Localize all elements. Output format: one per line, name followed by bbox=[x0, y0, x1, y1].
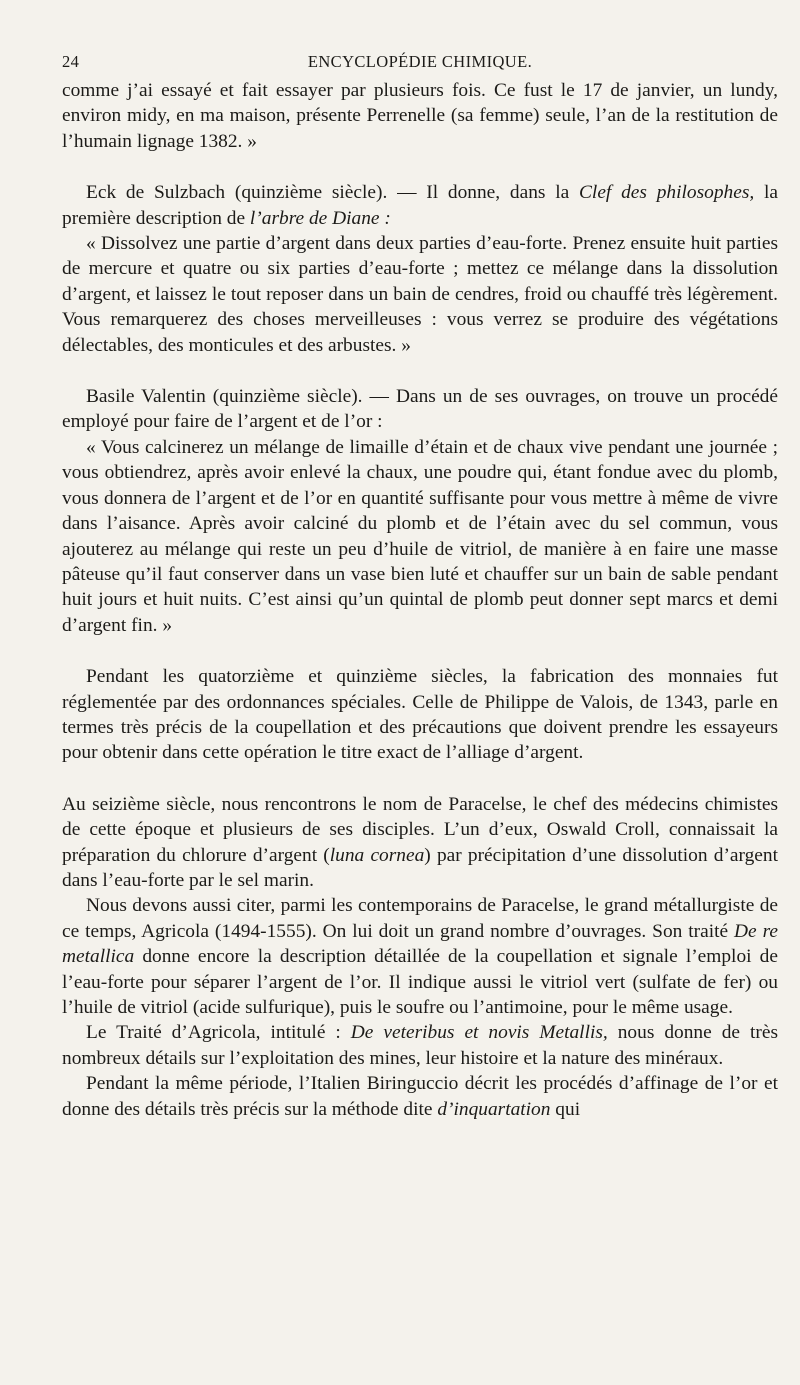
paragraph-monnaies bbox=[62, 664, 778, 766]
italic-text-segment: d’inquartation bbox=[437, 1098, 551, 1120]
running-head bbox=[62, 52, 778, 78]
quote-basile-valentin bbox=[62, 435, 778, 638]
text-segment: Basile Valentin (quinzième siècle). — Dans un de ses ouvrages, on trouve un procédé employé pour faire de l’argent et de l’or : bbox=[62, 386, 778, 433]
paragraph-agricola bbox=[62, 893, 778, 1020]
text-segment: qui bbox=[550, 1098, 581, 1120]
text-segment: « Dissolvez une partie d’argent dans deux parties d’eau-forte. Prenez ensuite huit parties de mercure et quatre ou six parties d’eau-forte ; mettez ce mélange dans la dissolution d’argent, et laissez le tout reposer dans un bain de cendres, froid ou chauffé très légèrement. Vous remarquerez des choses merveilleuses : vous verrez se produire des végétations délectables, des monticules et des arbustes. » bbox=[62, 233, 778, 356]
paragraph-basile-valentin bbox=[62, 384, 778, 435]
text-segment: Nous devons aussi citer, parmi les contemporains de Paracelse, le grand métallurgiste de ce temps, Agricola (1494-1555). On lui doit un grand nombre d’ouvrages. Son traité bbox=[62, 895, 778, 942]
italic-text-segment: De veteribus et novis Metallis, bbox=[350, 1022, 608, 1044]
text-segment: ) par précipitation d’une dissolution d’argent dans l’eau-forte par le sel marin. bbox=[62, 844, 778, 891]
body-text bbox=[62, 78, 778, 1122]
text-segment: Eck de Sulzbach (quinzième siècle). — Il donne, dans la bbox=[86, 182, 579, 204]
paragraph-paracelse bbox=[62, 792, 778, 894]
page-number: 24 bbox=[62, 52, 80, 71]
book-page bbox=[62, 52, 778, 1377]
running-title: ENCYCLOPÉDIE CHIMIQUE. bbox=[307, 52, 533, 71]
paragraph-eck-de-sulzbach bbox=[62, 180, 778, 231]
paragraph-continuation bbox=[62, 78, 778, 154]
text-segment: nous donne de très nombreux détails sur l’exploitation des mines, leur histoire et la nature des minéraux. bbox=[62, 1022, 778, 1069]
paragraph-traite-agricola bbox=[62, 1020, 778, 1071]
italic-text-segment: luna cornea bbox=[329, 844, 425, 866]
text-segment: comme j’ai essayé et fait essayer par plusieurs fois. Ce fust le 17 de janvier, un lundy, environ midy, en ma maison, présente Perrenelle (sa femme) seule, l’an de la restitution de l’humain lignage 1382. » bbox=[62, 80, 778, 152]
text-segment: Pendant les quatorzième et quinzième siècles, la fabrication des monnaies fut réglementée par des ordonnances spéciales. Celle de Philippe de Valois, de 1343, parle en termes très précis de la coupellation et des précautions que doivent prendre les essayeurs pour obtenir dans cette opération le titre exact de l’alliage d’argent. bbox=[62, 666, 778, 764]
italic-text-segment: De re metallica bbox=[62, 920, 778, 968]
paragraph-biringuccio bbox=[62, 1071, 778, 1122]
quote-arbre-de-diane bbox=[62, 231, 778, 358]
text-segment: donne encore la description détaillée de la coupellation et signale l’emploi de l’eau-forte pour séparer l’argent de l’or. Il indique aussi le vitriol vert (sulfate de fer) ou l’huile de vitriol (acide sulfurique), puis le soufre ou l’antimoine, pour le même usage. bbox=[62, 946, 778, 1018]
text-segment: Le Traité d’Agricola, intitulé : bbox=[86, 1022, 351, 1044]
text-segment: la première description de bbox=[62, 182, 778, 229]
italic-text-segment: l’arbre de Diane : bbox=[249, 207, 391, 229]
text-segment: « Vous calcinerez un mélange de limaille d’étain et de chaux vive pendant une journée ; vous obtiendrez, après avoir enlevé la chaux, une poudre qui, étant fondue avec du plomb, vous donnera de l’argent et de l’or en quantité suffisante pour vous mettre à même de vivre dans l’aisance. Après avoir calciné du plomb et de l’étain avec du sel commun, vous ajouterez au mélange qui reste un peu d’huile de vitriol, de manière à en faire une masse pâteuse qu’il faut conserver dans un vase bien luté et chauffer sur un bain de sable pendant huit jours et huit nuits. C’est ainsi qu’un quintal de plomb peut donner sept marcs et demi d’argent fin. » bbox=[62, 436, 778, 636]
text-segment: Pendant la même période, l’Italien Biringuccio décrit les procédés d’affinage de l’or et donne des détails très précis sur la méthode dite bbox=[62, 1073, 778, 1120]
italic-text-segment: Clef des philosophes, bbox=[579, 182, 755, 204]
text-segment: Au seizième siècle, nous rencontrons le nom de Paracelse, le chef des médecins chimistes de cette époque et plusieurs de ses disciples. L’un d’eux, Oswald Croll, connaissait la préparation du chlorure d’argent ( bbox=[62, 793, 778, 866]
